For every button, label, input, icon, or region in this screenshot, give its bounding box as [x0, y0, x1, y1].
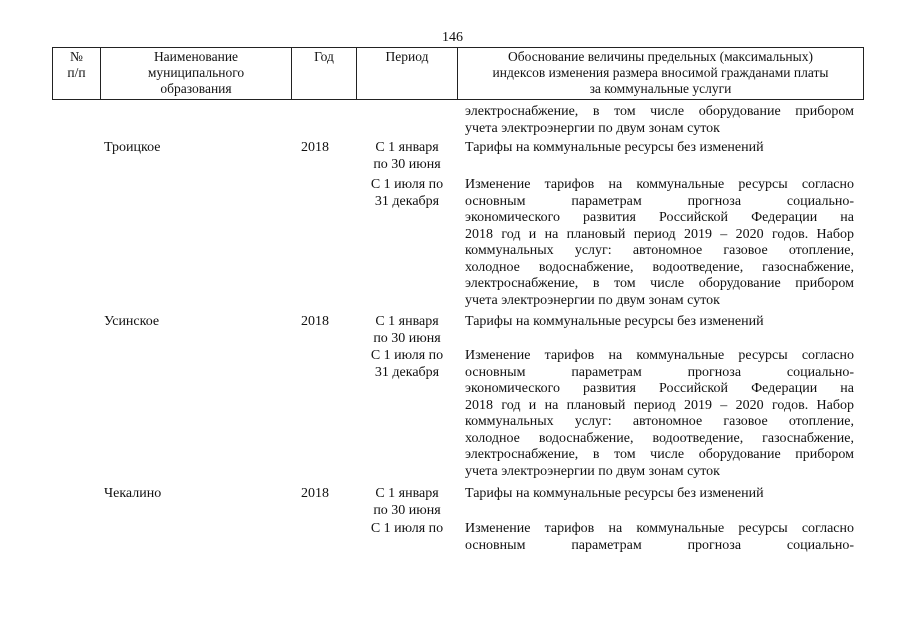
justification-second-half — [465, 348, 854, 480]
text-line: коммунальных услуг: автономное газовое отопление, — [465, 414, 854, 429]
text-line: коммунальных услуг: автономное газовое отопление, — [465, 243, 854, 258]
text-line: 2018 год и на плановый период 2019 – 2020 годов. Набор — [465, 226, 854, 242]
justification-second-half — [465, 521, 854, 554]
text-line: холодное водоснабжение, водоотведение, газоснабжение, — [465, 430, 854, 446]
text-line: Изменение тарифов на коммунальные ресурсы согласно — [465, 521, 854, 536]
period-first-half — [359, 314, 455, 347]
justification-first-half: Тарифы на коммунальные ресурсы без изменений — [465, 140, 764, 155]
text-line: электроснабжение, в том числе оборудование прибором — [465, 104, 854, 119]
header-number: № п/п — [53, 48, 101, 100]
municipality-name: Усинское — [104, 314, 160, 329]
justification-second-half — [465, 177, 854, 309]
period-line: по 30 июня — [373, 502, 441, 518]
municipality-name: Троицкое — [104, 140, 161, 155]
period-line: С 1 января — [375, 314, 439, 329]
period-second-half — [359, 348, 455, 381]
period-line: по 30 июня — [373, 330, 441, 346]
period-second-half — [359, 177, 455, 210]
period-line: С 1 января — [375, 140, 439, 155]
text-line: основным параметрам прогноза социально- — [465, 193, 854, 209]
text-line: экономического развития Российской Федерации на — [465, 210, 854, 225]
period-line: по 30 июня — [373, 156, 441, 172]
text-line: 2018 год и на плановый период 2019 – 2020 годов. Набор — [465, 397, 854, 413]
period-line: С 1 июля по — [370, 348, 444, 363]
text-line: учета электроэнергии по двум зонам суток — [465, 292, 720, 308]
text-line: электроснабжение, в том числе оборудование прибором — [465, 447, 854, 462]
text-line: учета электроэнергии по двум зонам суток — [465, 463, 720, 479]
text-line: электроснабжение, в том числе оборудование прибором — [465, 276, 854, 291]
period-line: 31 декабря — [374, 193, 440, 209]
header-municipality: Наименование муниципального образования — [101, 48, 292, 100]
period-first-half — [359, 486, 455, 519]
justification-first-half: Тарифы на коммунальные ресурсы без изменений — [465, 314, 764, 329]
text-line: основным параметрам прогноза социально- — [465, 537, 854, 553]
text-line: Изменение тарифов на коммунальные ресурсы согласно — [465, 177, 854, 192]
period-second-half — [359, 521, 455, 538]
table-header — [52, 47, 864, 100]
period-line: 31 декабря — [374, 364, 440, 380]
page-number: 146 — [442, 30, 463, 45]
text-line: учета электроэнергии по двум зонам суток — [465, 120, 720, 136]
period-first-half — [359, 140, 455, 173]
text-line: экономического развития Российской Федерации на — [465, 381, 854, 396]
justification-first-half: Тарифы на коммунальные ресурсы без изменений — [465, 486, 764, 501]
period-line: С 1 января — [375, 486, 439, 501]
period-line: С 1 июля по — [370, 177, 444, 192]
period-line: С 1 июля по — [370, 521, 444, 536]
year-cell: 2018 — [301, 140, 329, 155]
year-cell: 2018 — [301, 314, 329, 329]
text-line: основным параметрам прогноза социально- — [465, 364, 854, 380]
year-cell: 2018 — [301, 486, 329, 501]
continuation-text — [465, 104, 854, 137]
municipality-name: Чекалино — [104, 486, 162, 501]
header-period: Период — [357, 48, 458, 100]
text-line: холодное водоснабжение, водоотведение, газоснабжение, — [465, 259, 854, 275]
text-line: Изменение тарифов на коммунальные ресурсы согласно — [465, 348, 854, 363]
header-year: Год — [292, 48, 357, 100]
header-justification: Обоснование величины предельных (максимальных) индексов изменения размера вносимой гражданами платы за коммунальные услуги — [458, 48, 864, 100]
